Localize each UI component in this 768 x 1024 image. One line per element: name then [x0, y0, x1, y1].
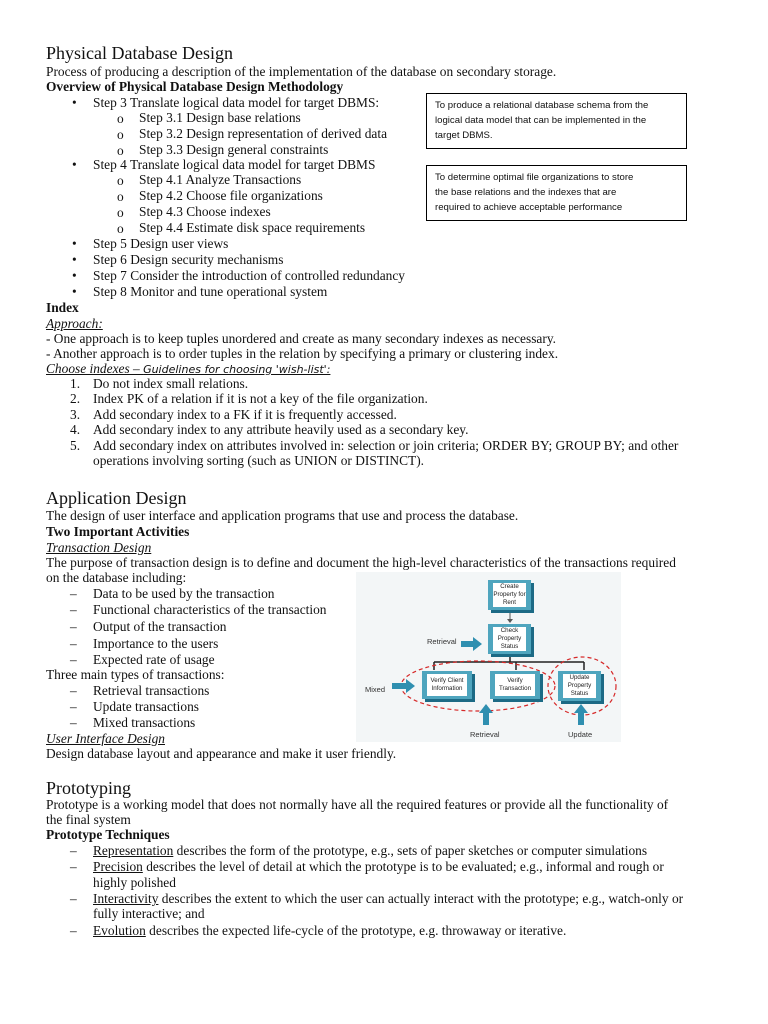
transaction-diagram — [356, 572, 621, 742]
step-4: Step 4 Translate logical data model for target DBMS — [93, 157, 376, 172]
technique-precision — [93, 859, 664, 875]
node-verify-client — [422, 671, 472, 699]
substep-marker: o — [117, 189, 124, 204]
technique-interactivity — [93, 891, 683, 907]
step-4-4: Step 4.4 Estimate disk space requirements — [139, 220, 366, 235]
retrieval-arrow-icon — [461, 637, 482, 651]
technique-term: Precision — [93, 859, 143, 874]
type-mixed: Mixed transactions — [93, 715, 196, 730]
guideline-number: 5. — [70, 438, 81, 453]
node-verify-transaction — [490, 671, 540, 699]
dash-marker: – — [70, 586, 77, 601]
node-label: Verify Transaction — [495, 674, 535, 696]
callout-line: required to achieve acceptable performance — [435, 202, 623, 213]
guideline-number: 1. — [70, 376, 81, 391]
bullet-icon: • — [72, 95, 77, 110]
technique-term: Evolution — [93, 923, 146, 938]
application-title: Application Design — [46, 488, 187, 508]
technique-evolution — [93, 923, 566, 939]
techniques-heading: Prototype Techniques — [46, 827, 170, 842]
node-update-property — [558, 671, 601, 701]
choose-indexes-label: Choose indexes – — [46, 361, 144, 376]
bullet-icon: • — [72, 236, 77, 251]
step-3-1: Step 3.1 Design base relations — [139, 110, 301, 125]
dash-marker: – — [70, 923, 77, 938]
substep-marker: o — [117, 127, 124, 142]
dash-marker: – — [70, 683, 77, 698]
guideline-number: 3. — [70, 407, 81, 422]
guideline-number: 2. — [70, 391, 81, 406]
transaction-design-label: Transaction Design — [46, 540, 152, 555]
substep-marker: o — [117, 205, 124, 220]
characteristic-item: Importance to the users — [93, 636, 219, 651]
substep-marker: o — [117, 221, 124, 236]
label-retrieval-bottom: Retrieval — [470, 730, 500, 739]
callout-line: the base relations and the indexes that are — [435, 187, 617, 198]
characteristic-item: Data to be used by the transaction — [93, 586, 275, 601]
dash-marker: – — [70, 699, 77, 714]
approach-1: - One approach is to keep tuples unordered and create as many secondary indexes as necessary. — [46, 331, 557, 346]
ui-design-label: User Interface Design — [46, 731, 165, 746]
approach-2: - Another approach is to order tuples in the relation by specifying a primary or clustering index. — [46, 346, 559, 361]
callout-line: To determine optimal file organizations to store — [435, 172, 634, 183]
step-8: Step 8 Monitor and tune operational system — [93, 284, 328, 299]
physical-title: Physical Database Design — [46, 43, 233, 63]
guideline-5: Add secondary index on attributes involved in: selection or join criteria; ORDER BY; GROUP BY; and other — [93, 438, 679, 453]
step-4-3: Step 4.3 Choose indexes — [139, 204, 271, 219]
prototyping-desc-2: the final system — [46, 812, 131, 827]
callout-schema — [426, 93, 687, 149]
overview-heading: Overview of Physical Database Design Methodology — [46, 79, 344, 94]
label-update: Update — [568, 730, 593, 739]
substep-marker: o — [117, 143, 124, 158]
guideline-3: Add secondary index to a FK if it is frequently accessed. — [93, 407, 397, 422]
technique-text: describes the extent to which the user can actually interact with the prototype; e.g., watch-only or — [158, 891, 684, 906]
substep-marker: o — [117, 173, 124, 188]
type-retrieval: Retrieval transactions — [93, 683, 210, 698]
dash-marker: – — [70, 843, 77, 858]
step-3: Step 3 Translate logical data model for target DBMS: — [93, 95, 380, 110]
guideline-number: 4. — [70, 422, 81, 437]
node-label: Verify Client Information — [427, 674, 467, 696]
dash-marker: – — [70, 859, 77, 874]
bullet-icon: • — [72, 157, 77, 172]
guideline-4: Add secondary index to any attribute heavily used as a secondary key. — [93, 422, 469, 437]
bullet-icon: • — [72, 284, 77, 299]
technique-text: describes the level of detail at which the prototype is to be evaluated; e.g., informal and rough or — [142, 859, 664, 874]
bullet-icon: • — [72, 268, 77, 283]
choose-indexes-handwritten: Guidelines for choosing 'wish-list': — [143, 363, 331, 376]
mixed-arrow-icon — [392, 679, 415, 693]
characteristic-item: Expected rate of usage — [93, 652, 215, 667]
label-mixed: Mixed — [365, 685, 386, 694]
activities-heading: Two Important Activities — [46, 524, 190, 539]
step-4-2: Step 4.2 Choose file organizations — [139, 188, 323, 203]
bullet-icon: • — [72, 252, 77, 267]
technique-representation — [93, 843, 647, 859]
label-retrieval-left: Retrieval — [427, 637, 457, 646]
approach-label: Approach: — [46, 316, 103, 331]
technique-term: Interactivity — [93, 891, 159, 906]
technique-interactivity-cont: fully interactive; and — [93, 906, 205, 921]
technique-text: describes the form of the prototype, e.g., sets of paper sketches or computer simulations — [173, 843, 648, 858]
step-4-1: Step 4.1 Analyze Transactions — [139, 172, 302, 187]
index-heading: Index — [46, 300, 79, 315]
guideline-5-cont: operations involving sorting (such as UNION or DISTINCT). — [93, 453, 424, 468]
transaction-desc-2: on the database including: — [46, 570, 187, 585]
guideline-1: Do not index small relations. — [93, 376, 249, 391]
dash-marker: – — [70, 636, 77, 651]
step-7: Step 7 Consider the introduction of controlled redundancy — [93, 268, 406, 283]
substep-marker: o — [117, 111, 124, 126]
step-5: Step 5 Design user views — [93, 236, 229, 251]
technique-precision-cont: highly polished — [93, 875, 176, 890]
type-update: Update transactions — [93, 699, 199, 714]
connector-arrow — [507, 619, 513, 623]
guideline-2: Index PK of a relation if it is not a key of the file organization. — [93, 391, 428, 406]
technique-term: Representation — [93, 843, 174, 858]
node-label: Check Property Status — [493, 627, 526, 651]
prototyping-title: Prototyping — [46, 778, 132, 798]
transaction-desc-1: The purpose of transaction design is to define and document the high-level characteristics of the transactions required — [46, 555, 676, 570]
callout-line: logical data model that can be implemented in the — [435, 115, 647, 126]
prototyping-desc-1: Prototype is a working model that does not normally have all the required features or provide all the functionality of — [46, 797, 669, 812]
dash-marker: – — [70, 891, 77, 906]
callout-line: To produce a relational database schema from the — [435, 100, 649, 111]
application-description: The design of user interface and application programs that use and process the database. — [46, 508, 519, 523]
dash-marker: – — [70, 602, 77, 617]
node-label: Create Property for Rent — [493, 583, 526, 606]
node-check-property — [488, 624, 531, 654]
node-label: Update Property Status — [563, 674, 596, 698]
technique-text: describes the expected life-cycle of the prototype, e.g. throwaway or iterative. — [145, 923, 567, 938]
dash-marker: – — [70, 619, 77, 634]
step-3-3: Step 3.3 Design general constraints — [139, 142, 329, 157]
callout-line: target DBMS. — [435, 130, 493, 141]
retrieval-up-arrow-icon — [479, 704, 493, 725]
ui-design-desc: Design database layout and appearance and make it user friendly. — [46, 746, 397, 761]
characteristic-item: Functional characteristics of the transaction — [93, 602, 327, 617]
types-heading: Three main types of transactions: — [46, 667, 225, 682]
step-6: Step 6 Design security mechanisms — [93, 252, 284, 267]
characteristic-item: Output of the transaction — [93, 619, 227, 634]
dash-marker: – — [70, 715, 77, 730]
step-3-2: Step 3.2 Design representation of derived data — [139, 126, 388, 141]
dash-marker: – — [70, 652, 77, 667]
physical-description: Process of producing a description of the implementation of the database on secondary storage. — [46, 64, 557, 79]
node-create-property — [488, 580, 531, 610]
callout-file-org — [426, 165, 687, 221]
